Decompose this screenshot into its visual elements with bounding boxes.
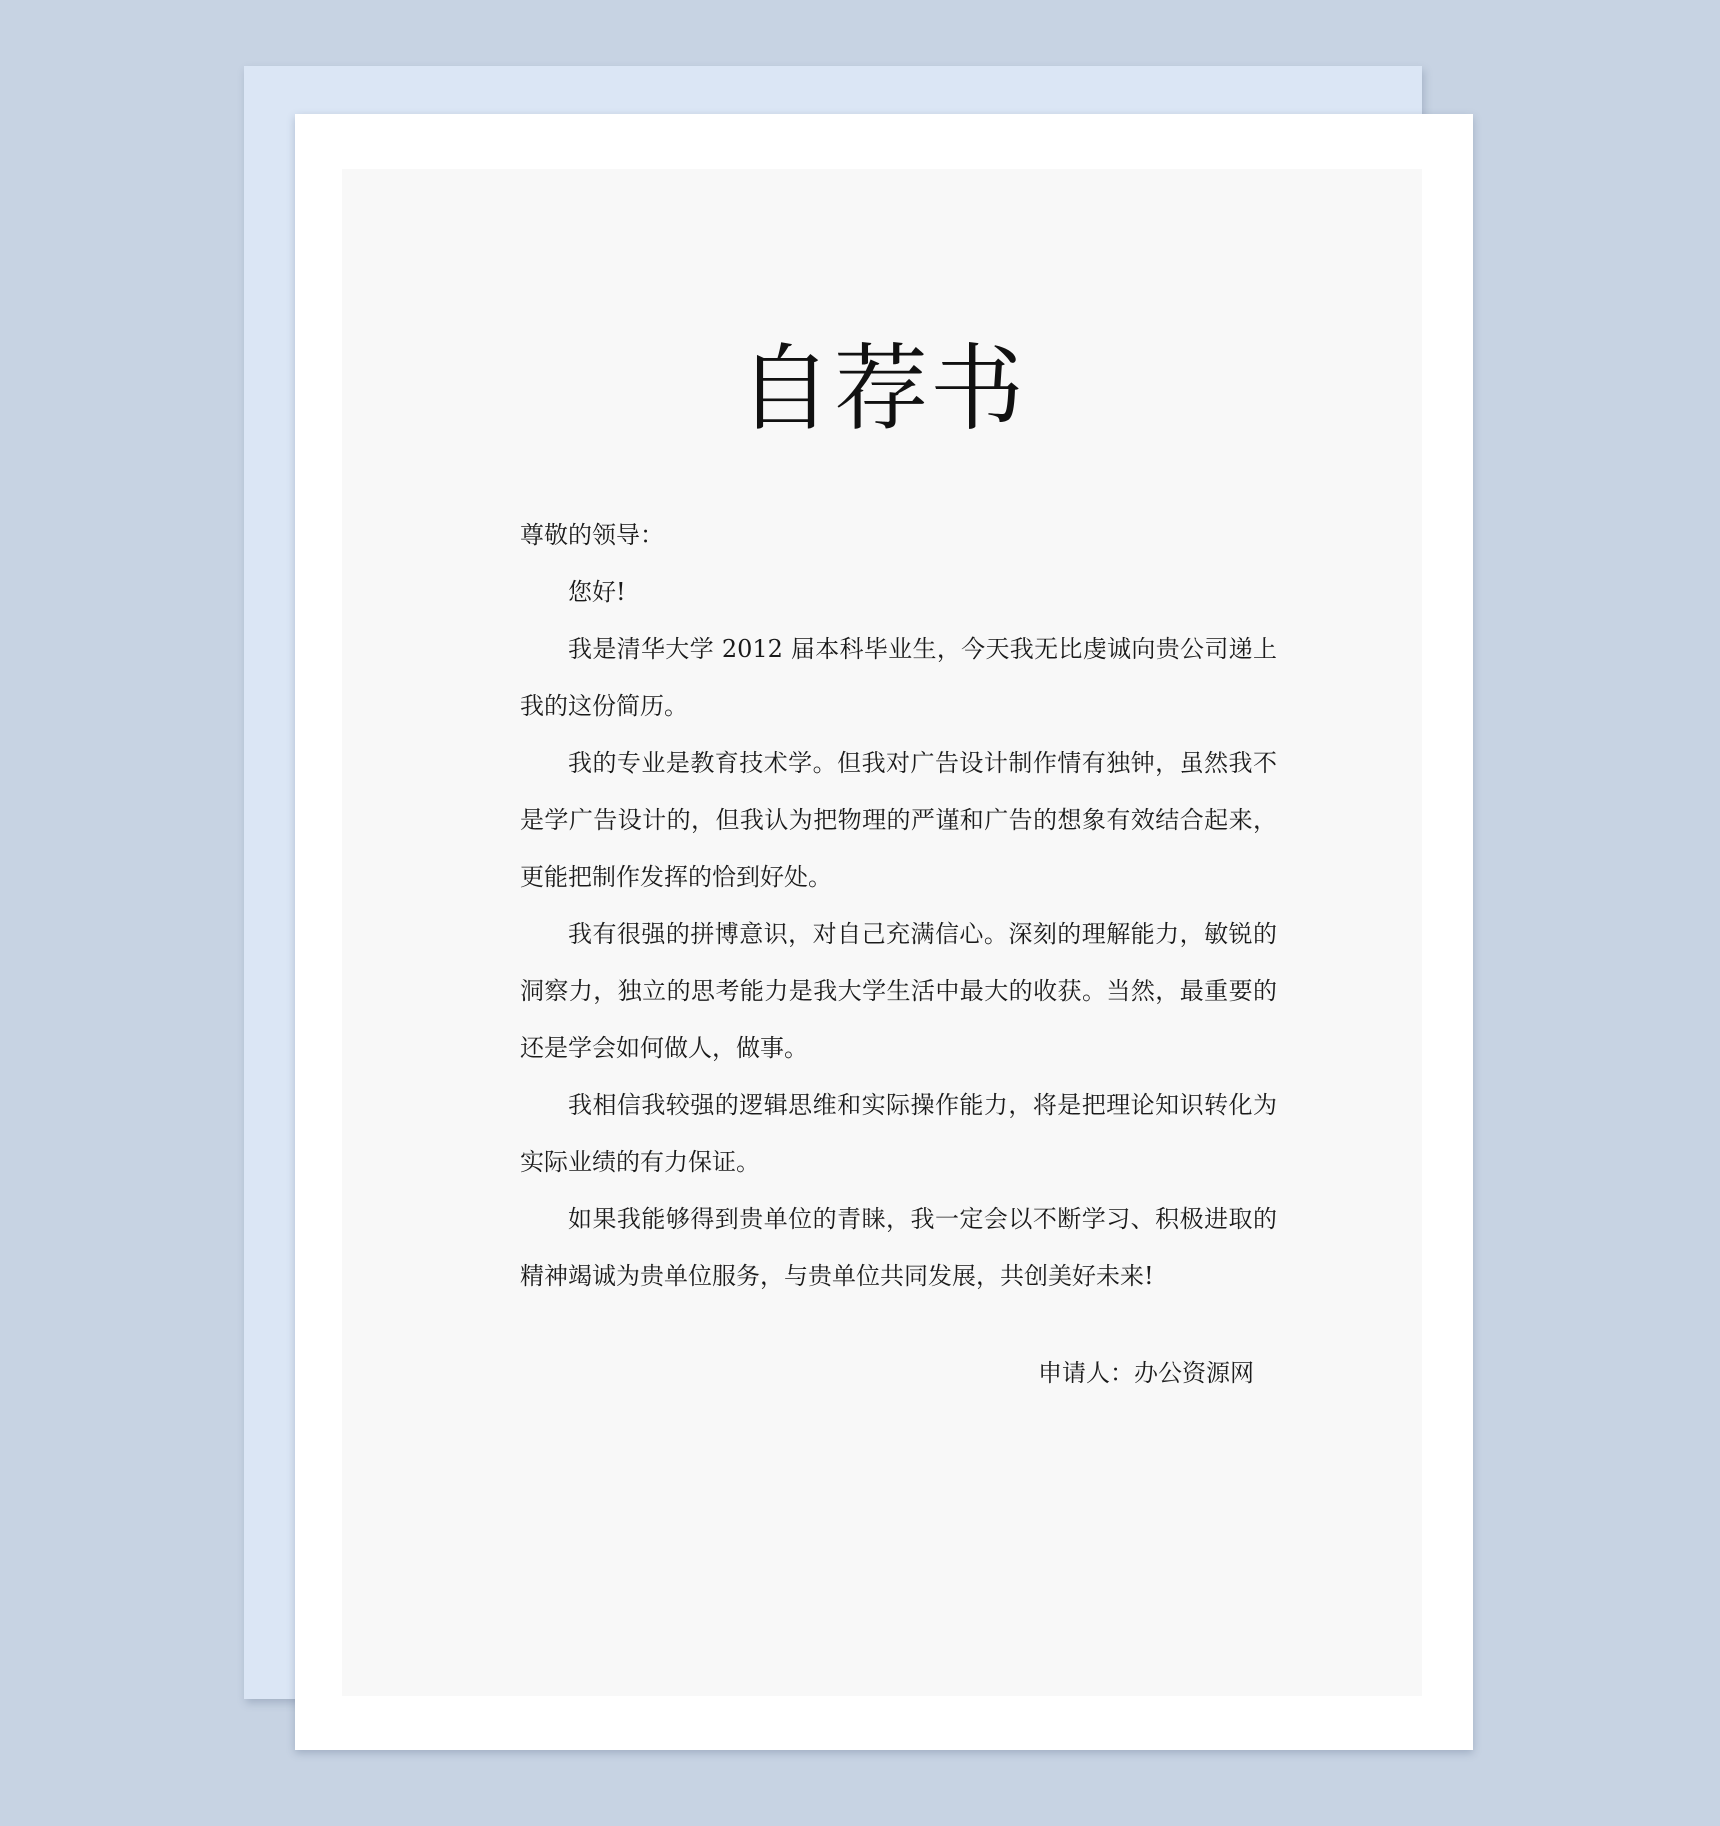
signature: 申请人：办公资源网 [1038,1359,1254,1387]
document-title: 自荐书 [737,335,1026,444]
document-content-area [342,169,1422,1696]
paragraph-closing: 如果我能够得到贵单位的青睐，我一定会以不断学习、积极进取的精神竭诚为贵单位服务，与贵单位共同发展，共创美好未来! [520,1205,1277,1290]
front-paper-sheet [295,114,1473,1750]
paragraph-intro: 我是清华大学 2012 届本科毕业生，今天我无比虔诚向贵公司递上我的这份简历。 [520,635,1277,720]
paragraph-abilities: 我有很强的拼博意识，对自己充满信心。深刻的理解能力，敏锐的洞察力，独立的思考能力是我大学生活中最大的收获。当然，最重要的还是学会如何做人，做事。 [520,920,1277,1062]
paragraph-major: 我的专业是教育技术学。但我对广告设计制作情有独钟，虽然我不是学广告设计的，但我认为把物理的严谨和广告的想象有效结合起来，更能把制作发挥的恰到好处。 [520,749,1277,891]
paragraph-logic: 我相信我较强的逻辑思维和实际操作能力，将是把理论知识转化为实际业绩的有力保证。 [520,1091,1277,1176]
salutation: 尊敬的领导： [520,521,664,549]
letter-body [520,507,1277,1305]
greeting: 您好! [568,578,626,606]
